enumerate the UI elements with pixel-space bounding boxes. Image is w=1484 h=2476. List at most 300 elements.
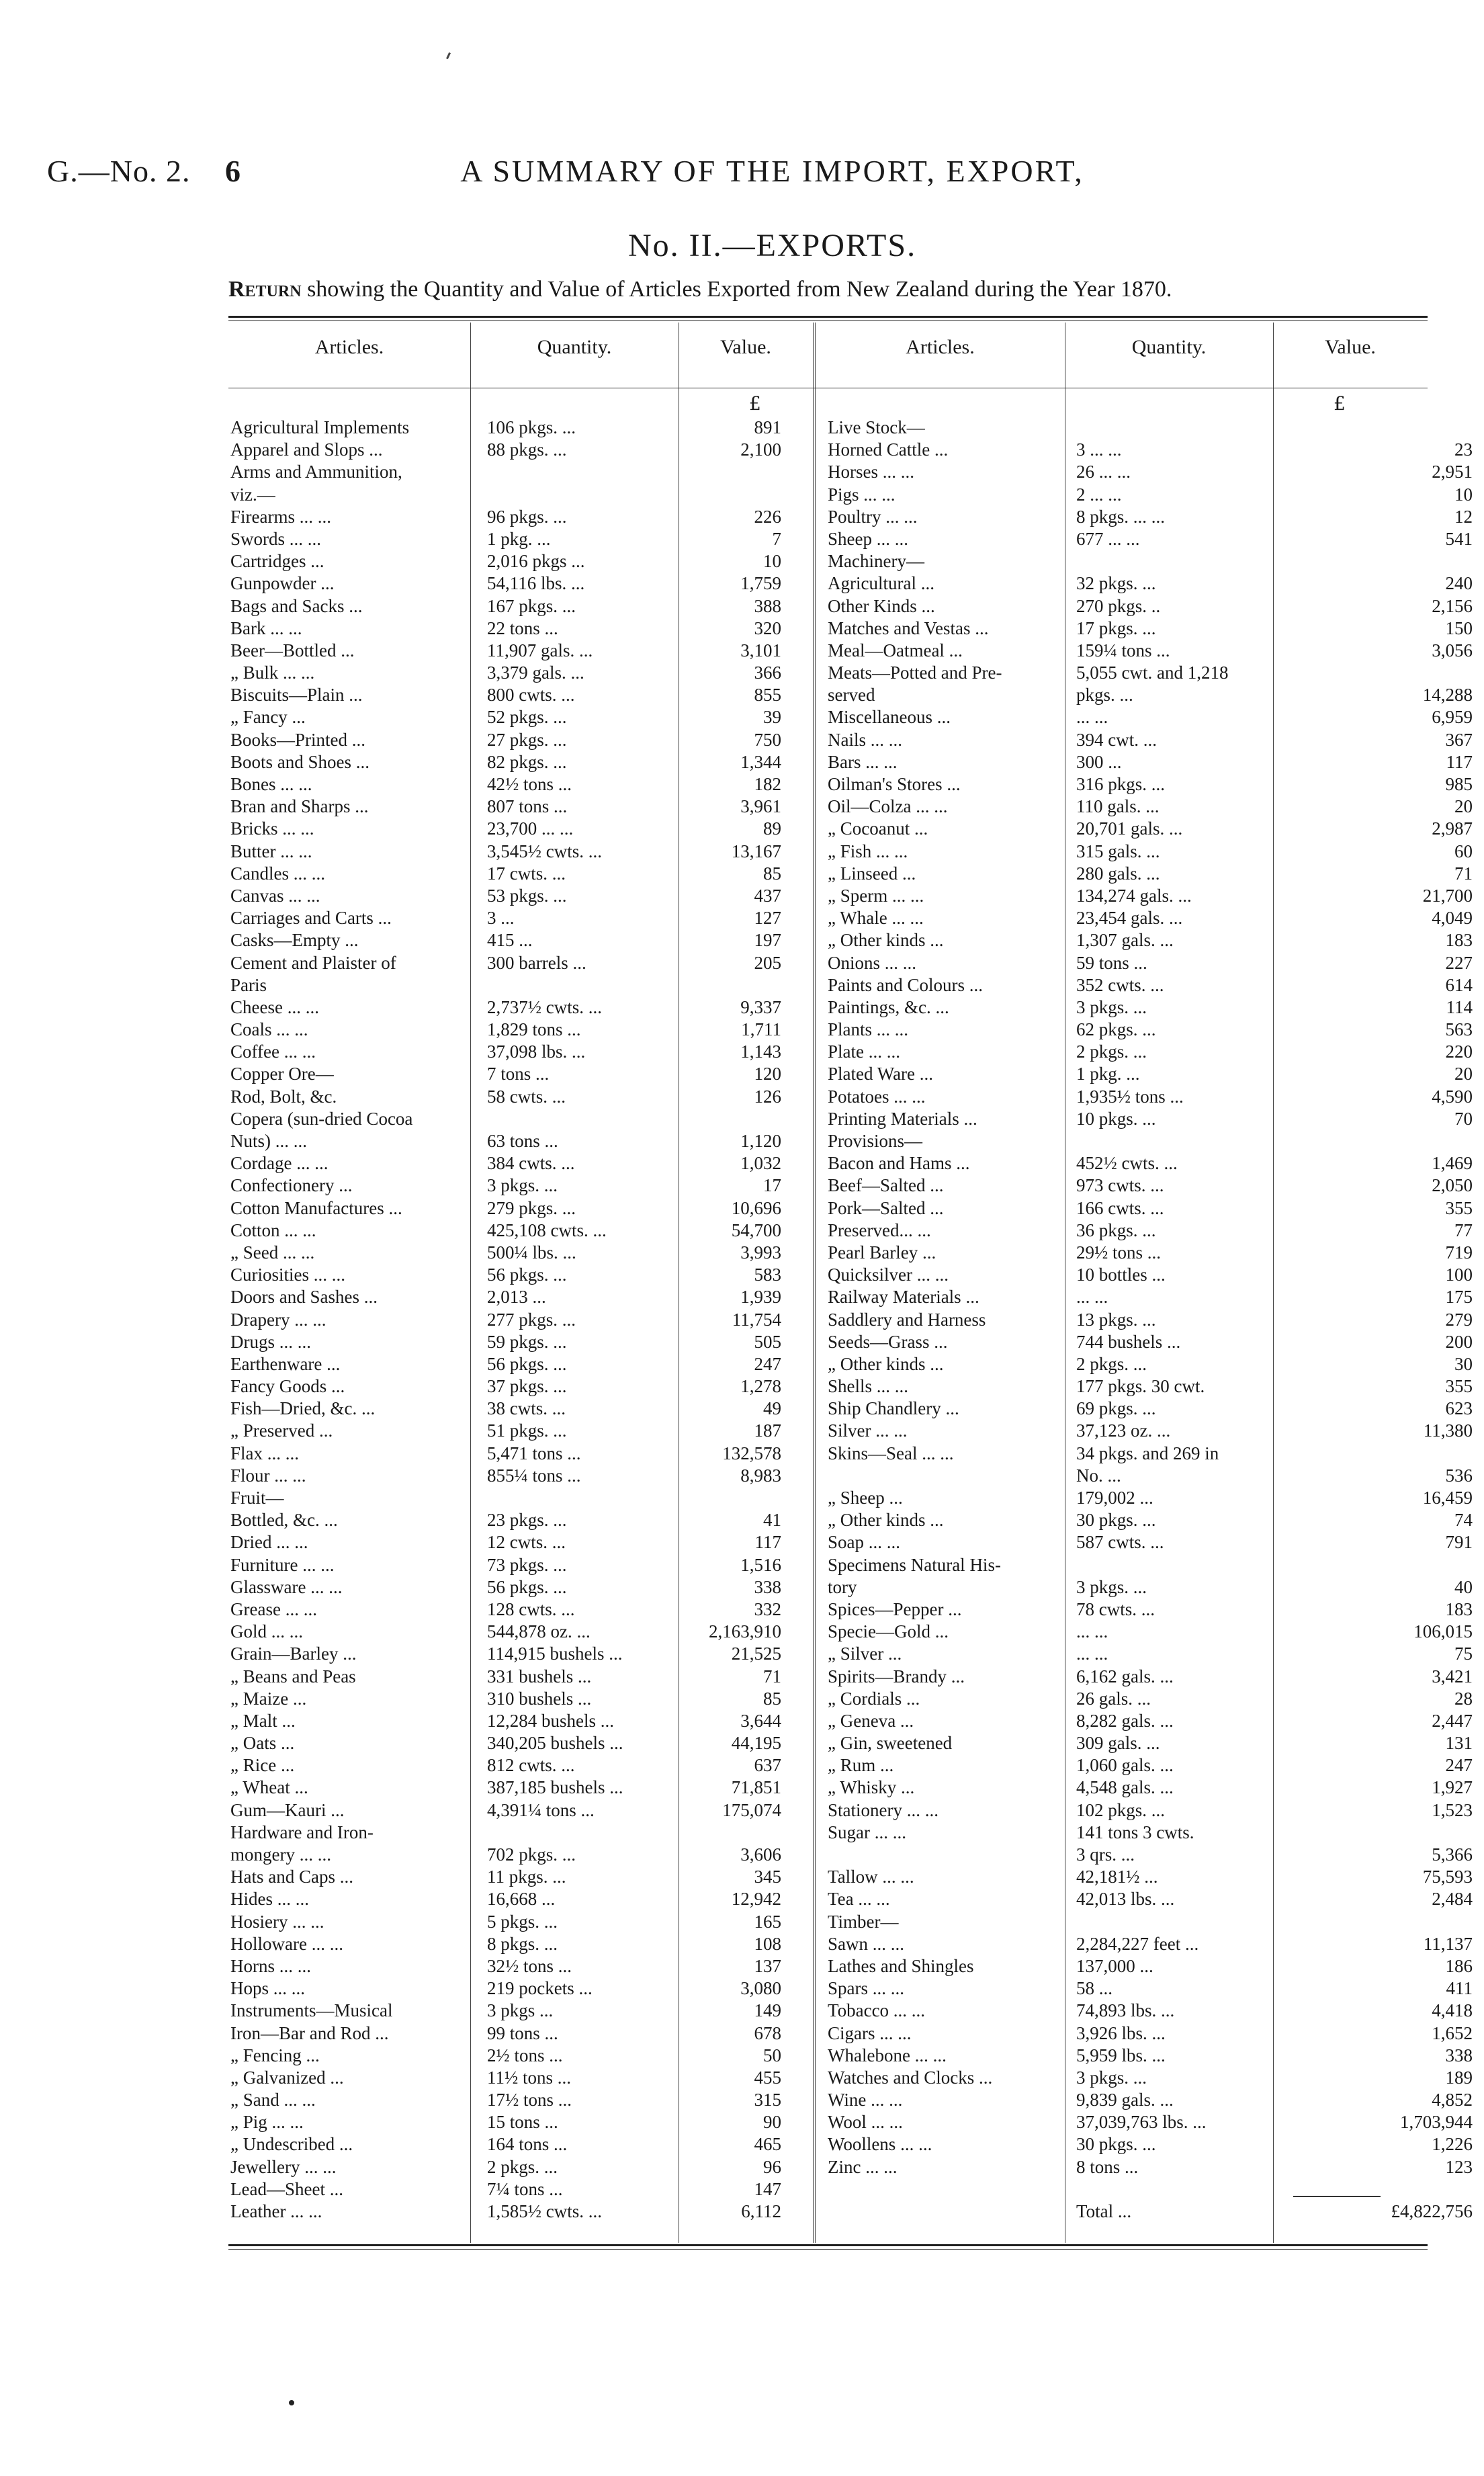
article-cell: Sugar ... ... bbox=[828, 1822, 906, 1842]
value-cell: 77 bbox=[1454, 1220, 1473, 1240]
value-cell: 332 bbox=[754, 1598, 781, 1619]
stray-mark bbox=[446, 52, 451, 59]
article-cell: Seeds—Grass ... bbox=[828, 1331, 948, 1352]
quantity-cell: 2,737½ cwts. ... bbox=[487, 996, 602, 1017]
article-cell: „ Galvanized ... bbox=[230, 2067, 344, 2088]
quantity-cell: 22 tons ... bbox=[487, 617, 558, 638]
quantity-cell: 17½ tons ... bbox=[487, 2090, 572, 2110]
value-cell: 126 bbox=[754, 1086, 781, 1107]
value-cell: 355 bbox=[1445, 1197, 1473, 1218]
quantity-cell: 11 pkgs. ... bbox=[487, 1867, 566, 1887]
quantity-cell: 42,181½ ... bbox=[1076, 1867, 1158, 1887]
quantity-cell: 11½ tons ... bbox=[487, 2067, 572, 2088]
quantity-cell: 425,108 cwts. ... bbox=[487, 1220, 607, 1240]
quantity-cell: 3,926 lbs. ... bbox=[1076, 2022, 1166, 2043]
value-cell: 6,112 bbox=[741, 2201, 781, 2221]
article-cell: Lead—Sheet ... bbox=[230, 2178, 343, 2199]
quantity-cell: 300 barrels ... bbox=[487, 952, 586, 973]
value-cell: £4,822,756 bbox=[1391, 2201, 1473, 2221]
article-cell: Bags and Sacks ... bbox=[230, 595, 363, 616]
article-cell: Flax ... ... bbox=[230, 1443, 300, 1463]
value-cell: 1,032 bbox=[740, 1153, 781, 1174]
article-cell: Meats—Potted and Pre- bbox=[828, 663, 1002, 683]
value-cell: 108 bbox=[754, 1933, 781, 1954]
article-cell: served bbox=[828, 685, 875, 706]
value-cell: 247 bbox=[754, 1353, 781, 1374]
quantity-cell: 7¼ tons ... bbox=[487, 2178, 563, 2199]
quantity-cell: Total ... bbox=[1076, 2201, 1132, 2221]
quantity-cell: 3 ... ... bbox=[1076, 439, 1122, 460]
article-cell: Hides ... ... bbox=[230, 1889, 309, 1910]
article-cell: Sheep ... ... bbox=[828, 528, 908, 549]
value-cell: 10 bbox=[763, 551, 781, 572]
quantity-cell: 106 pkgs. ... bbox=[487, 417, 576, 437]
article-cell: „ Bulk ... ... bbox=[230, 663, 315, 683]
value-cell: 183 bbox=[1445, 930, 1473, 951]
article-cell: Coals ... ... bbox=[230, 1019, 308, 1040]
article-cell: Cartridges ... bbox=[230, 551, 324, 572]
quantity-cell: 309 gals. ... bbox=[1076, 1733, 1160, 1754]
quantity-cell: 452½ cwts. ... bbox=[1076, 1153, 1178, 1174]
value-cell: 106,015 bbox=[1413, 1621, 1473, 1642]
quantity-cell: No. ... bbox=[1076, 1465, 1121, 1486]
value-cell: 1,516 bbox=[740, 1554, 781, 1575]
value-cell: 71 bbox=[1454, 863, 1473, 884]
value-cell: 100 bbox=[1445, 1265, 1473, 1285]
quantity-cell: 56 pkgs. ... bbox=[487, 1265, 567, 1285]
quantity-cell: 415 ... bbox=[487, 930, 533, 951]
article-cell: Coffee ... ... bbox=[230, 1041, 316, 1062]
article-cell: Hardware and Iron- bbox=[230, 1822, 374, 1842]
article-cell: Potatoes ... ... bbox=[828, 1086, 926, 1107]
article-cell: Poultry ... ... bbox=[828, 506, 918, 527]
value-cell: 10 bbox=[1454, 484, 1473, 505]
quantity-cell: 23,700 ... ... bbox=[487, 818, 574, 839]
value-cell: 70 bbox=[1454, 1108, 1473, 1129]
article-cell: Candles ... ... bbox=[230, 863, 325, 884]
quantity-cell: 7 tons ... bbox=[487, 1064, 550, 1084]
article-cell: „ Whale ... ... bbox=[828, 908, 924, 929]
header-quantity-right: Quantity. bbox=[1131, 336, 1207, 358]
article-cell: „ Linseed ... bbox=[828, 863, 916, 884]
value-cell: 1,927 bbox=[1432, 1777, 1473, 1798]
value-cell: 49 bbox=[763, 1398, 781, 1419]
article-cell: Horns ... ... bbox=[230, 1955, 311, 1976]
value-cell: 16,459 bbox=[1422, 1488, 1473, 1508]
quantity-cell: 37,039,763 lbs. ... bbox=[1076, 2112, 1207, 2133]
return-lead: Return bbox=[228, 277, 302, 302]
value-cell: 355 bbox=[1445, 1376, 1473, 1397]
article-cell: Drapery ... ... bbox=[230, 1309, 326, 1330]
quantity-cell: 587 cwts. ... bbox=[1076, 1532, 1164, 1553]
quantity-cell: 27 pkgs. ... bbox=[487, 729, 567, 750]
quantity-cell: 3 pkgs. ... bbox=[1076, 2067, 1147, 2088]
value-cell: 1,759 bbox=[740, 573, 781, 594]
article-cell: Gum—Kauri ... bbox=[230, 1799, 345, 1820]
article-cell: Nuts) ... ... bbox=[230, 1131, 307, 1151]
value-cell: 11,380 bbox=[1423, 1420, 1473, 1441]
article-cell: Ship Chandlery ... bbox=[828, 1398, 959, 1419]
quantity-cell: 42½ tons ... bbox=[487, 774, 572, 794]
quantity-cell: 2½ tons ... bbox=[487, 2045, 563, 2065]
quantity-cell: 52 pkgs. ... bbox=[487, 707, 567, 728]
value-cell: 123 bbox=[1445, 2156, 1473, 2177]
article-cell: Tallow ... ... bbox=[828, 1867, 914, 1887]
value-cell: 1,652 bbox=[1432, 2022, 1473, 2043]
value-cell: 71,851 bbox=[731, 1777, 781, 1798]
quantity-cell: 69 pkgs. ... bbox=[1076, 1398, 1156, 1419]
value-cell: 60 bbox=[1454, 841, 1473, 861]
article-cell: Pearl Barley ... bbox=[828, 1242, 936, 1263]
article-cell: „ Wheat ... bbox=[230, 1777, 308, 1798]
value-cell: 320 bbox=[754, 617, 781, 638]
article-cell: Watches and Clocks ... bbox=[828, 2067, 993, 2088]
quantity-cell: 177 pkgs. 30 cwt. bbox=[1076, 1376, 1205, 1397]
value-cell: 3,644 bbox=[740, 1710, 781, 1731]
article-cell: Plated Ware ... bbox=[828, 1064, 934, 1084]
value-cell: 367 bbox=[1445, 729, 1473, 750]
value-cell: 6,959 bbox=[1432, 707, 1473, 728]
value-cell: 11,137 bbox=[1423, 1933, 1473, 1954]
quantity-cell: 15 tons ... bbox=[487, 2112, 558, 2133]
quantity-cell: 310 bushels ... bbox=[487, 1688, 592, 1709]
article-cell: Machinery— bbox=[828, 551, 924, 572]
value-cell: 23 bbox=[1454, 439, 1473, 460]
quantity-cell: 74,893 lbs. ... bbox=[1076, 2000, 1175, 2021]
quantity-cell: 16,668 ... bbox=[487, 1889, 556, 1910]
value-cell: 197 bbox=[754, 930, 781, 951]
article-cell: Miscellaneous ... bbox=[828, 707, 951, 728]
quantity-cell: 164 tons ... bbox=[487, 2134, 568, 2155]
quantity-cell: 2 pkgs. ... bbox=[487, 2156, 558, 2177]
value-cell: 2,050 bbox=[1432, 1175, 1473, 1196]
quantity-cell: 37 pkgs. ... bbox=[487, 1376, 567, 1397]
value-cell: 114 bbox=[1446, 996, 1473, 1017]
article-cell: Fish—Dried, &c. ... bbox=[230, 1398, 376, 1419]
article-cell: Beer—Bottled ... bbox=[230, 640, 355, 660]
quantity-cell: 10 bottles ... bbox=[1076, 1265, 1166, 1285]
article-cell: Canvas ... ... bbox=[230, 885, 320, 906]
article-cell: Provisions— bbox=[828, 1131, 923, 1151]
stray-dot bbox=[289, 2400, 294, 2405]
article-cell: Pork—Salted ... bbox=[828, 1197, 944, 1218]
article-cell: Meal—Oatmeal ... bbox=[828, 640, 963, 660]
value-cell: 2,100 bbox=[740, 439, 781, 460]
quantity-cell: 812 cwts. ... bbox=[487, 1755, 575, 1776]
article-cell: Shells ... ... bbox=[828, 1376, 909, 1397]
quantity-cell: 30 pkgs. ... bbox=[1076, 1510, 1156, 1531]
article-cell: Skins—Seal ... ... bbox=[828, 1443, 954, 1463]
article-cell: Rod, Bolt, &c. bbox=[230, 1086, 337, 1107]
value-cell: 117 bbox=[1446, 751, 1473, 772]
quantity-cell: 279 pkgs. ... bbox=[487, 1197, 576, 1218]
header-articles-left: Articles. bbox=[314, 336, 384, 358]
quantity-cell: 1 pkg. ... bbox=[1076, 1064, 1140, 1084]
article-cell: Gunpowder ... bbox=[230, 573, 335, 594]
article-cell: Drugs ... ... bbox=[230, 1331, 311, 1352]
header-quantity-left: Quantity. bbox=[537, 336, 612, 358]
value-cell: 3,056 bbox=[1432, 640, 1473, 660]
article-cell: „ Oats ... bbox=[230, 1733, 295, 1754]
article-cell: Butter ... ... bbox=[230, 841, 312, 861]
quantity-cell: 744 bushels ... bbox=[1076, 1331, 1181, 1352]
quantity-cell: 8 pkgs. ... ... bbox=[1076, 506, 1166, 527]
article-cell: Jewellery ... ... bbox=[230, 2156, 337, 2177]
value-cell: 50 bbox=[763, 2045, 781, 2065]
value-cell: 8,983 bbox=[740, 1465, 781, 1486]
value-cell: 247 bbox=[1445, 1755, 1473, 1776]
quantity-cell: 110 gals. ... bbox=[1076, 796, 1160, 817]
quantity-cell: 316 pkgs. ... bbox=[1076, 774, 1166, 794]
article-cell: „ Sand ... ... bbox=[230, 2090, 316, 2110]
quantity-cell: 82 pkgs. ... bbox=[487, 751, 567, 772]
value-cell: 1,523 bbox=[1432, 1799, 1473, 1820]
value-cell: 117 bbox=[754, 1532, 781, 1553]
article-cell: Hats and Caps ... bbox=[230, 1867, 353, 1887]
article-cell: Tobacco ... ... bbox=[828, 2000, 926, 2021]
article-cell: Oilman's Stores ... bbox=[828, 774, 961, 794]
value-cell: 200 bbox=[1445, 1331, 1473, 1352]
article-cell: Flour ... ... bbox=[230, 1465, 306, 1486]
value-cell: 187 bbox=[754, 1420, 781, 1441]
quantity-cell: 3 qrs. ... bbox=[1076, 1844, 1135, 1865]
quantity-cell: 2,013 ... bbox=[487, 1287, 546, 1308]
article-cell: Paris bbox=[230, 974, 267, 995]
article-cell: Silver ... ... bbox=[828, 1420, 908, 1441]
quantity-cell: 8,282 gals. ... bbox=[1076, 1710, 1174, 1731]
quantity-cell: 134,274 gals. ... bbox=[1076, 885, 1192, 906]
quantity-cell: 10 pkgs. ... bbox=[1076, 1108, 1156, 1129]
value-cell: 183 bbox=[1445, 1598, 1473, 1619]
quantity-cell: 99 tons ... bbox=[487, 2022, 558, 2043]
article-cell: mongery ... ... bbox=[230, 1844, 331, 1865]
quantity-cell: 2 pkgs. ... bbox=[1076, 1353, 1147, 1374]
quantity-cell: 23 pkgs. ... bbox=[487, 1510, 567, 1531]
quantity-cell: 2,284,227 feet ... bbox=[1076, 1933, 1199, 1954]
quantity-cell: 6,162 gals. ... bbox=[1076, 1666, 1174, 1687]
article-cell: Furniture ... ... bbox=[230, 1554, 335, 1575]
quantity-cell: 1,060 gals. ... bbox=[1076, 1755, 1174, 1776]
value-cell: 12,942 bbox=[731, 1889, 781, 1910]
quantity-cell: 2 ... ... bbox=[1076, 484, 1122, 505]
value-cell: 437 bbox=[754, 885, 781, 906]
value-cell: 455 bbox=[754, 2067, 781, 2088]
article-cell: Timber— bbox=[828, 1911, 899, 1932]
quantity-cell: 29½ tons ... bbox=[1076, 1242, 1162, 1263]
value-cell: 149 bbox=[754, 2000, 781, 2021]
article-cell: Doors and Sashes ... bbox=[230, 1287, 378, 1308]
value-cell: 3,080 bbox=[740, 1978, 781, 1999]
quantity-cell: 384 cwts. ... bbox=[487, 1153, 575, 1174]
article-cell: Onions ... ... bbox=[828, 952, 917, 973]
value-cell: 96 bbox=[763, 2156, 781, 2177]
quantity-cell: 544,878 oz. ... bbox=[487, 1621, 591, 1642]
article-cell: Copera (sun-dried Cocoa bbox=[230, 1108, 413, 1129]
value-cell: 175 bbox=[1445, 1287, 1473, 1308]
article-cell: Grease ... ... bbox=[230, 1598, 317, 1619]
quantity-cell: ... ... bbox=[1076, 707, 1108, 728]
article-cell: Horses ... ... bbox=[828, 462, 914, 482]
col-divider bbox=[470, 323, 471, 2243]
quantity-cell: 2,016 pkgs ... bbox=[487, 551, 585, 572]
article-cell: Horned Cattle ... bbox=[828, 439, 949, 460]
article-cell: Soap ... ... bbox=[828, 1532, 900, 1553]
value-cell: 2,163,910 bbox=[709, 1621, 781, 1642]
article-cell: Wool ... ... bbox=[828, 2112, 903, 2133]
value-cell: 17 bbox=[763, 1175, 781, 1196]
article-cell: Lathes and Shingles bbox=[828, 1955, 974, 1976]
value-cell: 4,418 bbox=[1432, 2000, 1473, 2021]
value-cell: 75 bbox=[1454, 1643, 1473, 1664]
value-cell: 7 bbox=[772, 528, 781, 549]
article-cell: „ Whisky ... bbox=[828, 1777, 915, 1798]
article-cell: Quicksilver ... ... bbox=[828, 1265, 949, 1285]
value-cell: 891 bbox=[754, 417, 781, 437]
value-cell: 1,939 bbox=[740, 1287, 781, 1308]
quantity-cell: 3 pkgs. ... bbox=[1076, 996, 1147, 1017]
quantity-cell: 34 pkgs. and 269 in bbox=[1076, 1443, 1219, 1463]
quantity-cell: 8 pkgs. ... bbox=[487, 1933, 558, 1954]
quantity-cell: 58 ... bbox=[1076, 1978, 1112, 1999]
value-cell: 541 bbox=[1445, 528, 1473, 549]
value-cell: 4,852 bbox=[1432, 2090, 1473, 2110]
value-cell: 2,987 bbox=[1432, 818, 1473, 839]
quantity-cell: 677 ... ... bbox=[1076, 528, 1140, 549]
article-cell: Cement and Plaister of bbox=[230, 952, 396, 973]
quantity-cell: 36 pkgs. ... bbox=[1076, 1220, 1156, 1240]
article-cell: Swords ... ... bbox=[230, 528, 322, 549]
article-cell: Bacon and Hams ... bbox=[828, 1153, 970, 1174]
article-cell: „ Other kinds ... bbox=[828, 1353, 944, 1374]
article-cell: „ Other kinds ... bbox=[828, 1510, 944, 1531]
quantity-cell: 159¼ tons ... bbox=[1076, 640, 1170, 660]
value-cell: 2,484 bbox=[1432, 1889, 1473, 1910]
article-cell: Biscuits—Plain ... bbox=[230, 685, 363, 706]
value-cell: 1,226 bbox=[1432, 2134, 1473, 2155]
article-cell: Arms and Ammunition, bbox=[230, 462, 402, 482]
page-number: 6 bbox=[225, 154, 241, 188]
article-cell: „ Seed ... ... bbox=[230, 1242, 315, 1263]
value-cell: 85 bbox=[763, 863, 781, 884]
value-cell: 315 bbox=[754, 2090, 781, 2110]
quantity-cell: 141 tons 3 cwts. bbox=[1076, 1822, 1194, 1842]
section-subtitle: No. II.—EXPORTS. bbox=[627, 228, 917, 263]
quantity-cell: 88 pkgs. ... bbox=[487, 439, 567, 460]
quantity-cell: 96 pkgs. ... bbox=[487, 506, 567, 527]
value-cell: 583 bbox=[754, 1265, 781, 1285]
value-cell: 75,593 bbox=[1422, 1867, 1473, 1887]
article-cell: Live Stock— bbox=[828, 417, 925, 437]
article-cell: Dried ... ... bbox=[230, 1532, 308, 1553]
value-cell: 4,049 bbox=[1432, 908, 1473, 929]
value-cell: 791 bbox=[1445, 1532, 1473, 1553]
quantity-cell: 59 tons ... bbox=[1076, 952, 1147, 973]
article-cell: Plants ... ... bbox=[828, 1019, 909, 1040]
value-cell: 4,590 bbox=[1432, 1086, 1473, 1107]
value-cell: 44,195 bbox=[731, 1733, 781, 1754]
value-cell: 563 bbox=[1445, 1019, 1473, 1040]
quantity-cell: 1,829 tons ... bbox=[487, 1019, 581, 1040]
article-cell: Tea ... ... bbox=[828, 1889, 890, 1910]
bottom-rule bbox=[228, 2244, 1428, 2246]
article-cell: Earthenware ... bbox=[230, 1353, 341, 1374]
article-cell: tory bbox=[828, 1576, 857, 1597]
quantity-cell: 166 cwts. ... bbox=[1076, 1197, 1164, 1218]
quantity-cell: 1,307 gals. ... bbox=[1076, 930, 1174, 951]
quantity-cell: 5,959 lbs. ... bbox=[1076, 2045, 1166, 2065]
quantity-cell: 128 cwts. ... bbox=[487, 1598, 575, 1619]
article-cell: „ Other kinds ... bbox=[828, 930, 944, 951]
value-cell: 165 bbox=[754, 1911, 781, 1932]
value-cell: 189 bbox=[1445, 2067, 1473, 2088]
quantity-cell: 1,585½ cwts. ... bbox=[487, 2201, 602, 2221]
value-cell: 855 bbox=[754, 685, 781, 706]
quantity-cell: 12 cwts. ... bbox=[487, 1532, 566, 1553]
value-cell: 505 bbox=[754, 1331, 781, 1352]
article-cell: Boots and Shoes ... bbox=[230, 751, 370, 772]
article-cell: Agricultural ... bbox=[828, 573, 934, 594]
article-cell: Paints and Colours ... bbox=[828, 974, 984, 995]
quantity-cell: 5 pkgs. ... bbox=[487, 1911, 558, 1932]
value-cell: 41 bbox=[763, 1510, 781, 1531]
value-cell: 13,167 bbox=[731, 841, 781, 861]
value-cell: 131 bbox=[1445, 1733, 1473, 1754]
quantity-cell: 51 pkgs. ... bbox=[487, 1420, 567, 1441]
return-text: showing the Quantity and Value of Articles Exported from New Zealand during the Year 1870. bbox=[307, 277, 1172, 302]
article-cell: Iron—Bar and Rod ... bbox=[230, 2022, 389, 2043]
article-cell: Nails ... ... bbox=[828, 729, 902, 750]
article-cell: Plate ... ... bbox=[828, 1041, 900, 1062]
header-articles-right: Articles. bbox=[906, 336, 975, 358]
value-cell: 39 bbox=[763, 707, 781, 728]
article-cell: Bars ... ... bbox=[828, 751, 898, 772]
quantity-cell: 5,471 tons ... bbox=[487, 1443, 581, 1463]
article-cell: Spars ... ... bbox=[828, 1978, 904, 1999]
quantity-cell: 3 pkgs. ... bbox=[1076, 1576, 1147, 1597]
article-cell: Hops ... ... bbox=[230, 1978, 306, 1999]
quantity-cell: 277 pkgs. ... bbox=[487, 1309, 576, 1330]
value-cell: 411 bbox=[1446, 1978, 1473, 1999]
quantity-cell: 4,391¼ tons ... bbox=[487, 1799, 595, 1820]
article-cell: „ Preserved ... bbox=[230, 1420, 333, 1441]
quantity-cell: 179,002 ... bbox=[1076, 1488, 1153, 1508]
article-cell: „ Fancy ... bbox=[230, 707, 306, 728]
value-cell: 2,156 bbox=[1432, 595, 1473, 616]
quantity-cell: 5,055 cwt. and 1,218 bbox=[1076, 663, 1229, 683]
value-cell: 338 bbox=[754, 1576, 781, 1597]
value-cell: 28 bbox=[1454, 1688, 1473, 1709]
article-cell: Whalebone ... ... bbox=[828, 2045, 947, 2065]
value-cell: 182 bbox=[754, 774, 781, 794]
article-cell: viz.— bbox=[230, 484, 275, 505]
value-cell: 1,120 bbox=[740, 1131, 781, 1151]
quantity-cell: 11,907 gals. ... bbox=[487, 640, 593, 660]
quantity-cell: 280 gals. ... bbox=[1076, 863, 1160, 884]
quantity-cell: 59 pkgs. ... bbox=[487, 1331, 567, 1352]
article-cell: Saddlery and Harness bbox=[828, 1309, 986, 1330]
value-cell: 1,143 bbox=[740, 1041, 781, 1062]
quantity-cell: ... ... bbox=[1076, 1621, 1108, 1642]
value-cell: 220 bbox=[1445, 1041, 1473, 1062]
value-cell: 150 bbox=[1445, 617, 1473, 638]
quantity-cell: 167 pkgs. ... bbox=[487, 595, 576, 616]
article-cell: „ Beans and Peas bbox=[230, 1666, 356, 1687]
quantity-cell: pkgs. ... bbox=[1076, 685, 1133, 706]
quantity-cell: 37,123 oz. ... bbox=[1076, 1420, 1171, 1441]
article-cell: Oil—Colza ... ... bbox=[828, 796, 948, 817]
value-cell: 12 bbox=[1454, 506, 1473, 527]
value-cell: 127 bbox=[754, 908, 781, 929]
